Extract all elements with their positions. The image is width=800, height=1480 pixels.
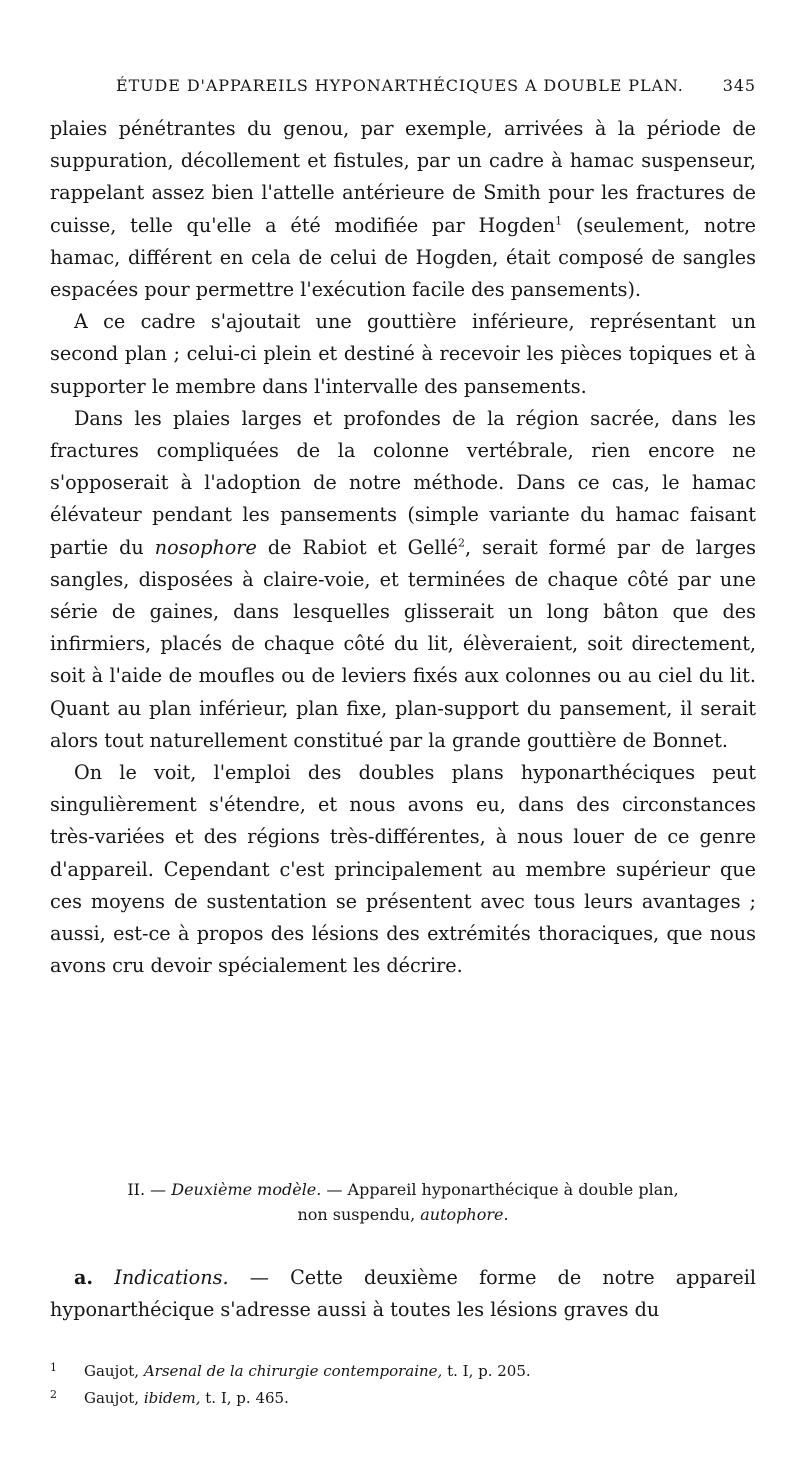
footnote-marker: 1 xyxy=(50,1361,57,1374)
page-number: 345 xyxy=(722,76,756,95)
footnote-work: Arsenal de la chirurgie contemporaine, xyxy=(143,1362,443,1380)
footnote-author: Gaujot, xyxy=(84,1362,144,1380)
footnote-work: ibidem, xyxy=(143,1389,201,1407)
footnote-ref: 2 xyxy=(457,536,465,550)
footnote xyxy=(50,1383,756,1410)
paragraph: A ce cadre s'ajoutait une gouttière inférieure, représentant un second plan ; celui-ci plein et destiné à recevoir les pièces topiques et à supporter le membre dans l'intervalle des pansements. xyxy=(50,310,756,398)
paragraph-text: Dans les plaies larges et profondes de la région sacrée, dans les fractures compliquées de la colonne vertébrale, rien encore ne s'opposerait à l'adoption de notre méthode. Dans ce cas, le hamac élévateur pendant les pansements (simple variante du hamac faisant partie du xyxy=(50,406,756,559)
footnote-marker: 2 xyxy=(50,1388,57,1401)
paragraph-text: , serait formé par de larges sangles, disposées à claire-voie, et terminées de chaque côté par une série de gaines, dans lesquelles glisserait un long bâton que des infirmiers, placés de chaque côté du lit, élèveraient, soit directement, soit à l'aide de moufles ou de leviers fixés aux colonnes ou au ciel du lit. Quant au plan inférieur, plan fixe, plan-support du pansement, il serait alors tout naturellement constitué par la grande gouttière de Bonnet. xyxy=(50,535,757,752)
italic-term: nosophore xyxy=(154,535,257,559)
footnote-ref-text: t. I, p. 465. xyxy=(200,1389,289,1407)
paragraph: On le voit, l'emploi des doubles plans hyponarthéciques peut singulièrement s'étendre, et nous avons eu, dans des circonstances très-variées et des régions très-différentes, à nous louer de ce genre d'appareil. Cependant c'est principalement au membre supérieur que ces moyens de sustentation se présentent avec tous leurs avantages ; aussi, est-ce à propos des lésions des extrémités thoraciques, que nous avons cru devoir spécialement les décrire. xyxy=(50,761,756,978)
running-head xyxy=(50,76,756,100)
subsection-text: — Cette deuxième forme de notre appareil hyponarthécique s'adresse aussi à toutes les lésions graves du xyxy=(50,1266,756,1321)
subsection-title: Indications. xyxy=(114,1266,229,1289)
section-title-italic: Deuxième modèle. xyxy=(171,1180,322,1199)
section-heading xyxy=(50,1177,756,1227)
section-subtitle-italic: autophore. xyxy=(420,1205,509,1224)
subsection-paragraph xyxy=(50,1262,756,1326)
footnotes xyxy=(50,1356,756,1410)
section-title-line2 xyxy=(50,1202,756,1227)
subsection-label: a. xyxy=(74,1266,94,1289)
paragraph-text: plaies pénétrantes du genou, par exemple, arrivées à la période de suppuration, décollement et fistules, par un cadre à hamac suspenseur, rappelant assez bien l'attelle antérieure de Smith pour les fractures de cuisse, telle qu'elle a été modifiée par Hogden xyxy=(50,117,756,237)
footnote-ref-text: t. I, p. 205. xyxy=(442,1362,531,1380)
section-title: — Appareil hyponarthécique à double plan, xyxy=(321,1180,679,1199)
body-text xyxy=(50,113,756,982)
paragraph-text: (seulement, notre hamac, différent en cela de celui de Hogden, était composé de sangles espacées pour permettre l'exécution facile des pansements). xyxy=(50,213,756,302)
footnote-ref: 1 xyxy=(555,214,563,228)
paragraph-continued xyxy=(50,113,756,306)
running-title: ÉTUDE D'APPAREILS HYPONARTHÉCIQUES A DOUBLE PLAN. xyxy=(116,76,684,95)
section-number: II. — xyxy=(127,1180,167,1199)
paragraph xyxy=(50,403,756,757)
paragraph-text: de Rabiot et Gellé xyxy=(256,535,458,559)
footnote-author: Gaujot, xyxy=(84,1389,144,1407)
section-subtitle: non suspendu, xyxy=(297,1205,421,1224)
footnote xyxy=(50,1356,756,1383)
